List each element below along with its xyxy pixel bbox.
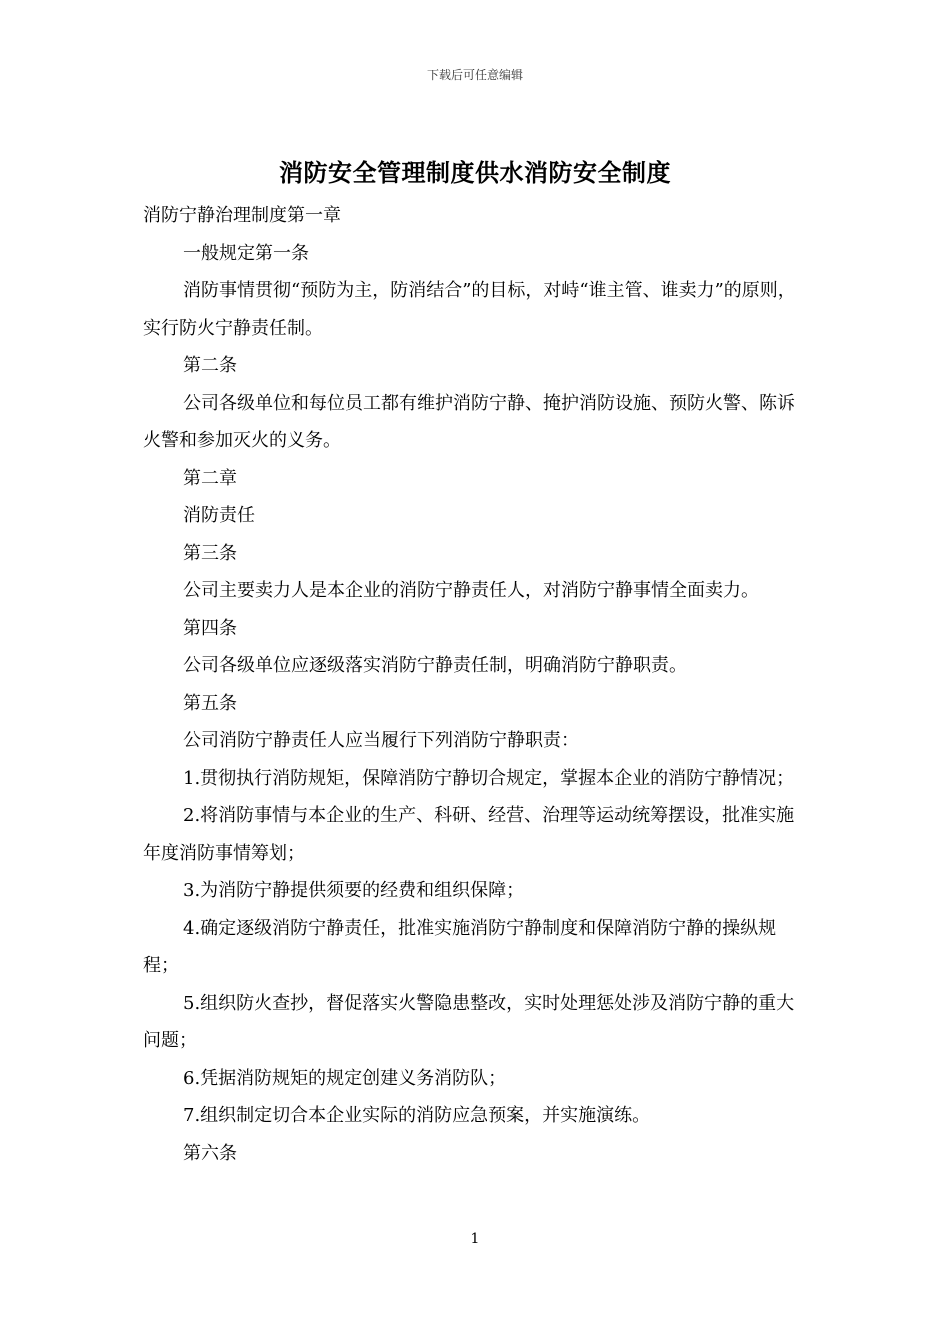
paragraph: 第二条 — [183, 355, 237, 376]
paragraph: 3.为消防宁静提供须要的经费和组织保障； — [183, 880, 525, 901]
paragraph: 4.确定逐级消防宁静责任，批准实施消防宁静制度和保障消防宁静的操纵规程； — [143, 917, 777, 976]
paragraph: 公司主要卖力人是本企业的消防宁静责任人，对消防宁静事情全面卖力。 — [183, 580, 759, 601]
paragraph: 消防事情贯彻“预防为主，防消结合”的目标，对峙“谁主管、谁卖力”的原则，实行防火宁静责任制。 — [143, 280, 796, 339]
paragraph: 消防宁静治理制度第一章 — [143, 205, 341, 226]
paragraph: 公司消防宁静责任人应当履行下列消防宁静职责： — [183, 730, 579, 751]
page-header: 下载后可任意编辑 — [426, 68, 523, 82]
paragraph: 7.组织制定切合本企业实际的消防应急预案，并实施演练。 — [183, 1105, 651, 1126]
document-title: 消防安全管理制度供水消防安全制度 — [279, 158, 671, 187]
paragraph: 5.组织防火查抄，督促落实火警隐患整改，实时处理惩处涉及消防宁静的重大问题； — [143, 992, 795, 1051]
paragraph: 第五条 — [183, 692, 237, 714]
paragraph: 1.贯彻执行消防规矩，保障消防宁静切合规定，掌握本企业的消防宁静情况； — [183, 767, 795, 789]
paragraph: 第六条 — [183, 1142, 237, 1164]
paragraph: 一般规定第一条 — [183, 242, 309, 264]
paragraph: 消防责任 — [183, 505, 255, 526]
page-number: 1 — [470, 1231, 480, 1247]
paragraph: 第四条 — [183, 617, 237, 639]
paragraph: 6.凭据消防规矩的规定创建义务消防队； — [183, 1067, 507, 1089]
paragraph: 第三条 — [183, 542, 237, 564]
document-body — [143, 197, 810, 1172]
paragraph: 第二章 — [183, 467, 237, 489]
paragraph: 公司各级单位应逐级落实消防宁静责任制，明确消防宁静职责。 — [183, 655, 687, 676]
paragraph: 公司各级单位和每位员工都有维护消防宁静、掩护消防设施、预防火警、陈诉火警和参加灭火的义务。 — [143, 392, 795, 451]
paragraph: 2.将消防事情与本企业的生产、科研、经营、治理等运动统筹摆设，批准实施年度消防事情筹划； — [143, 805, 795, 864]
